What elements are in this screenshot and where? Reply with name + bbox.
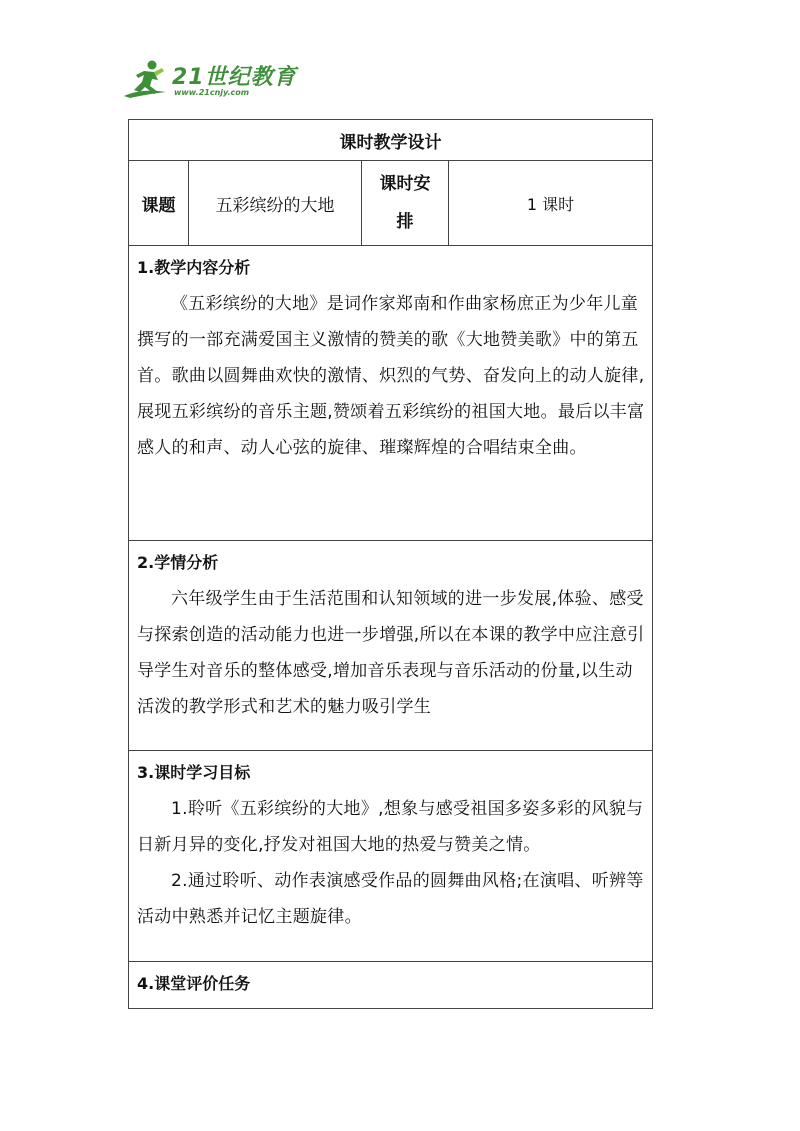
arrangement-label [362, 161, 449, 246]
section-evaluation-tasks [129, 962, 653, 1009]
section-heading: 3.课时学习目标 [137, 763, 251, 782]
table-title: 课时教学设计 [129, 120, 653, 161]
arrangement-label-line1: 课时安 [379, 174, 431, 194]
logo-url-text: www.21cnjy.com [174, 88, 250, 97]
lesson-design-table [128, 119, 653, 1009]
section-content-analysis [129, 246, 653, 541]
arrangement-label-line2: 排 [396, 212, 414, 232]
section-paragraph: 《五彩缤纷的大地》是词作家郑南和作曲家杨庶正为少年儿童撰写的一部充满爱国主义激情的赞美的歌《大地赞美歌》中的第五首。歌曲以圆舞曲欢快的激情、炽烈的气势、奋发向上的动人旋律,展现五彩缤纷的音乐主题,赞颂着五彩缤纷的祖国大地。最后以丰富感人的和声、动人心弦的旋律、璀璨辉煌的合唱结束全曲。 [137, 294, 645, 458]
section-paragraph: 六年级学生由于生活范围和认知领域的进一步发展,体验、感受与探索创造的活动能力也进一步增强,所以在本课的教学中应注意引导学生对音乐的整体感受,增加音乐表现与音乐活动的份量,以生动活泼的教学形式和艺术的魅力吸引学生 [137, 589, 645, 717]
topic-value: 五彩缤纷的大地 [189, 161, 362, 246]
runner-logo-icon [122, 58, 172, 100]
logo-brand-text: 21世纪教育 [172, 65, 297, 90]
section-student-analysis [129, 541, 653, 751]
section-heading: 4.课堂评价任务 [137, 974, 251, 993]
logo [122, 58, 297, 102]
section-learning-goals [129, 751, 653, 962]
arrangement-value: 1 课时 [449, 161, 653, 246]
section-paragraph: 1.聆听《五彩缤纷的大地》,想象与感受祖国多姿多彩的风貌与日新月异的变化,抒发对祖国大地的热爱与赞美之情。 [137, 799, 644, 855]
section-heading: 1.教学内容分析 [137, 258, 251, 277]
section-paragraph: 2.通过聆听、动作表演感受作品的圆舞曲风格;在演唱、听辨等活动中熟悉并记忆主题旋律。 [137, 871, 644, 927]
section-heading: 2.学情分析 [137, 553, 219, 572]
topic-label: 课题 [129, 161, 189, 246]
